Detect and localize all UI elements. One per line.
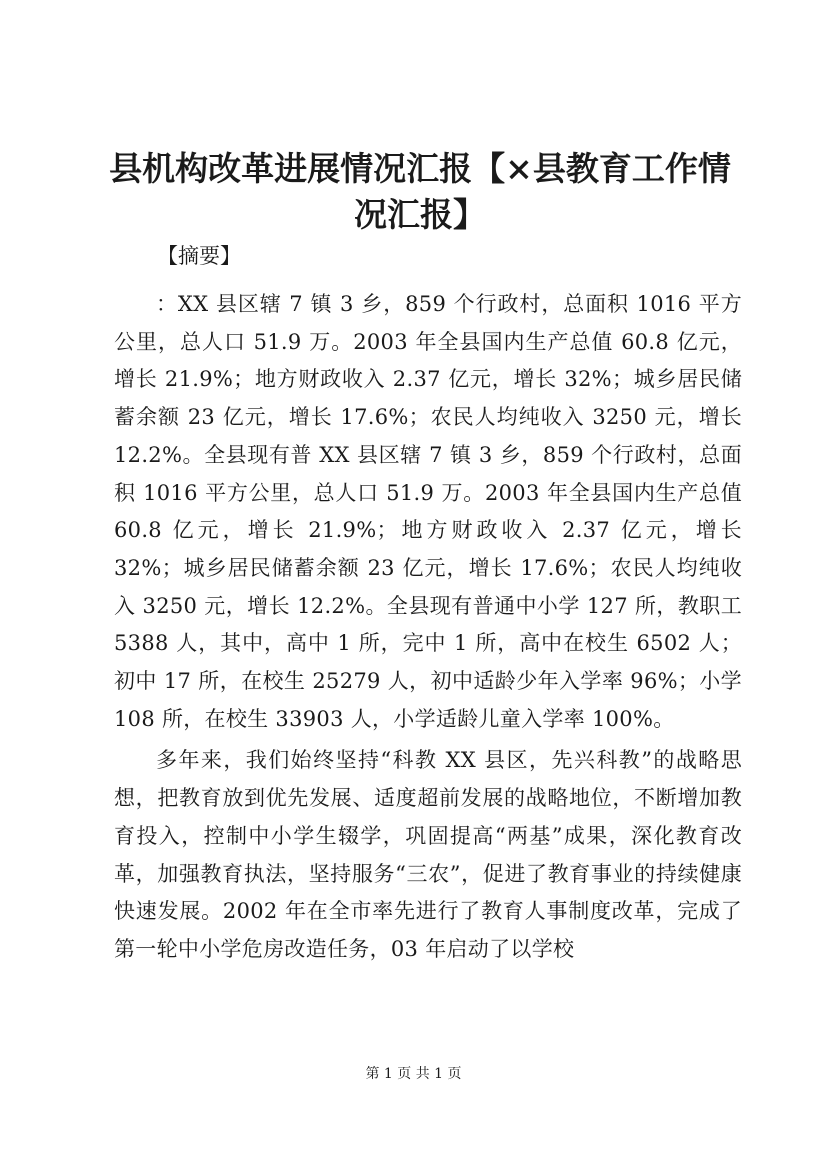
paragraph-2: 多年来，我们始终坚持“科教 XX 县区，先兴科教”的战略思想，把教育放到优先发展、适度超前发展的战略地位，不断增加教育投入，控制中小学生辍学，巩固提高“两基”成果，深化教育改革，加强教育执法，坚持服务“三农”，促进了教育事业的持续健康快速发展。2002 年在全市率先进行了教育人事制度改革，完成了第一轮中小学危房改造任务，03 年启动了以学校 (114, 748, 742, 961)
paragraph-1: ：XX 县区辖 7 镇 3 乡，859 个行政村，总面积 1016 平方公里，总人口 51.9 万。2003 年全县国内生产总值 60.8 亿元，增长 21.9%；地方财政收入 2.37 亿元，增长 32%；城乡居民储蓄余额 23 亿元，增长 17.6%；农民人均纯收入 3250 元，增长 12.2%。全县现有普 XX 县区辖 7 镇 3 乡，859 个行政村，总面积 1016 平方公里，总人口 51.9 万。2003 年全县国内生产总值 60.8 亿元，增长 21.9%；地方财政收入 2.37 亿元，增长 32%；城乡居民储蓄余额 23 亿元，增长 17.6%；农民人均纯收入 3250 元，增长 12.2%。全县现有普通中小学 127 所，教职工 5388 人，其中，高中 1 所，完中 1 所，高中在校生 6502 人；初中 17 所，在校生 25279 人，初中适龄少年入学率 96%；小学 108 所，在校生 33903 人，小学适龄儿童入学率 100%。 (114, 292, 742, 731)
document-title: 县机构改革进展情况汇报【×县教育工作情况汇报】 (109, 149, 731, 234)
page-footer: 第 1 页 共 1 页 (365, 1066, 462, 1082)
document-body (114, 286, 742, 969)
abstract-label: 【摘要】 (157, 244, 241, 268)
